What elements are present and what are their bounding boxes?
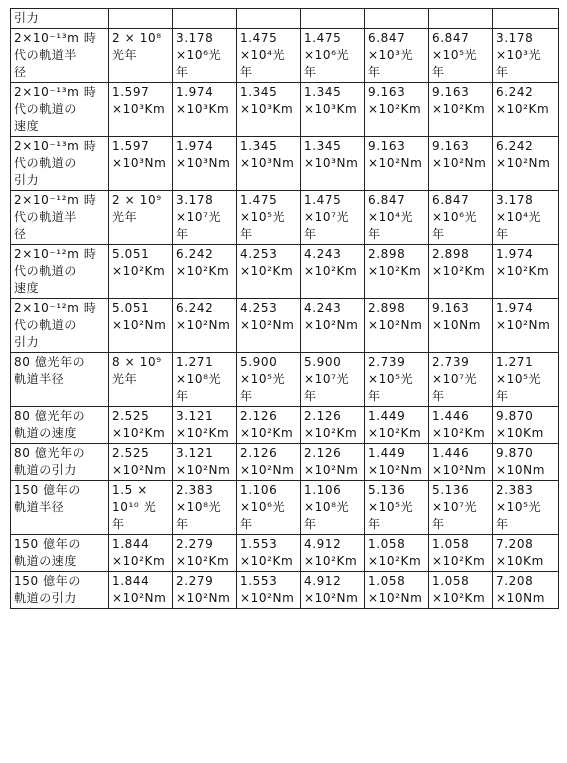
table-row [11, 299, 559, 353]
value-cell: 2.898 ×10²Nm [365, 299, 429, 353]
empty-cell [301, 9, 365, 29]
value-cell: 1.475 ×10⁵光 年 [237, 191, 301, 245]
table-row [11, 444, 559, 481]
value-cell: 5.051 ×10²Km [109, 245, 173, 299]
value-cell: 3.178 ×10⁶光 年 [173, 29, 237, 83]
value-cell: 1.058 ×10²Km [365, 535, 429, 572]
table-row [11, 191, 559, 245]
table-row [11, 29, 559, 83]
value-cell: 6.847 ×10⁴光 年 [365, 191, 429, 245]
value-cell: 3.121 ×10²Nm [173, 444, 237, 481]
value-cell: 2.126 ×10²Km [237, 407, 301, 444]
value-cell: 1.271 ×10⁵光 年 [493, 353, 559, 407]
value-cell: 1.345 ×10³Km [237, 83, 301, 137]
value-cell: 1.345 ×10³Nm [301, 137, 365, 191]
row-header-cell: 2×10⁻¹³m 時 代の軌道半 径 [11, 29, 109, 83]
empty-cell [109, 9, 173, 29]
value-cell: 1.345 ×10³Nm [237, 137, 301, 191]
table-row-top [11, 9, 559, 29]
table-row [11, 137, 559, 191]
data-table [10, 8, 559, 609]
value-cell: 1.844 ×10²Nm [109, 572, 173, 609]
table-row [11, 83, 559, 137]
empty-cell [173, 9, 237, 29]
value-cell: 9.163 ×10Nm [429, 299, 493, 353]
value-cell: 2.898 ×10²Km [365, 245, 429, 299]
value-cell: 1.597 ×10³Nm [109, 137, 173, 191]
value-cell: 6.242 ×10²Km [173, 245, 237, 299]
value-cell: 2.739 ×10⁷光 年 [429, 353, 493, 407]
value-cell: 1.974 ×10³Km [173, 83, 237, 137]
value-cell: 1.597 ×10³Km [109, 83, 173, 137]
value-cell: 2.898 ×10²Km [429, 245, 493, 299]
table-row [11, 245, 559, 299]
empty-cell [429, 9, 493, 29]
table-row [11, 535, 559, 572]
value-cell: 6.242 ×10²Km [493, 83, 559, 137]
value-cell: 1.475 ×10⁷光 年 [301, 191, 365, 245]
value-cell: 1.106 ×10⁶光 年 [237, 481, 301, 535]
value-cell: 8 × 10⁹ 光年 [109, 353, 173, 407]
value-cell: 1.553 ×10²Km [237, 535, 301, 572]
value-cell: 2.383 ×10⁸光 年 [173, 481, 237, 535]
value-cell: 1.475 ×10⁶光 年 [301, 29, 365, 83]
value-cell: 6.847 ×10³光 年 [365, 29, 429, 83]
value-cell: 4.253 ×10²Nm [237, 299, 301, 353]
value-cell: 6.847 ×10⁵光 年 [429, 29, 493, 83]
value-cell: 1.271 ×10⁸光 年 [173, 353, 237, 407]
value-cell: 4.253 ×10²Km [237, 245, 301, 299]
value-cell: 6.242 ×10²Nm [493, 137, 559, 191]
value-cell: 2.525 ×10²Nm [109, 444, 173, 481]
value-cell: 1.058 ×10²Km [429, 572, 493, 609]
value-cell: 9.163 ×10²Nm [429, 137, 493, 191]
value-cell: 2.383 ×10⁵光 年 [493, 481, 559, 535]
value-cell: 2.126 ×10²Km [301, 407, 365, 444]
value-cell: 6.847 ×10⁶光 年 [429, 191, 493, 245]
table-row [11, 572, 559, 609]
top-label-cell: 引力 [11, 9, 109, 29]
value-cell: 5.900 ×10⁷光 年 [301, 353, 365, 407]
value-cell: 1.449 ×10²Nm [365, 444, 429, 481]
value-cell: 1.106 ×10⁸光 年 [301, 481, 365, 535]
value-cell: 1.5 × 10¹⁰ 光 年 [109, 481, 173, 535]
value-cell: 2.279 ×10²Km [173, 535, 237, 572]
value-cell: 2 × 10⁸ 光年 [109, 29, 173, 83]
value-cell: 4.912 ×10²Nm [301, 572, 365, 609]
row-header-cell: 2×10⁻¹²m 時 代の軌道半 径 [11, 191, 109, 245]
value-cell: 2 × 10⁹ 光年 [109, 191, 173, 245]
row-header-cell: 2×10⁻¹³m 時 代の軌道の 速度 [11, 83, 109, 137]
value-cell: 1.449 ×10²Km [365, 407, 429, 444]
value-cell: 9.163 ×10²Nm [365, 137, 429, 191]
value-cell: 1.058 ×10²Nm [365, 572, 429, 609]
value-cell: 1.446 ×10²Nm [429, 444, 493, 481]
value-cell: 1.844 ×10²Km [109, 535, 173, 572]
value-cell: 4.912 ×10²Km [301, 535, 365, 572]
table-row [11, 407, 559, 444]
value-cell: 5.136 ×10⁷光 年 [429, 481, 493, 535]
value-cell: 5.051 ×10²Nm [109, 299, 173, 353]
empty-cell [237, 9, 301, 29]
row-header-cell: 2×10⁻¹²m 時 代の軌道の 速度 [11, 245, 109, 299]
value-cell: 1.553 ×10²Nm [237, 572, 301, 609]
value-cell: 1.475 ×10⁴光 年 [237, 29, 301, 83]
row-header-cell: 80 億光年の 軌道の引力 [11, 444, 109, 481]
row-header-cell: 150 億年の 軌道の速度 [11, 535, 109, 572]
value-cell: 3.121 ×10²Km [173, 407, 237, 444]
value-cell: 3.178 ×10⁷光 年 [173, 191, 237, 245]
value-cell: 4.243 ×10²Km [301, 245, 365, 299]
value-cell: 2.525 ×10²Km [109, 407, 173, 444]
value-cell: 1.974 ×10²Km [493, 245, 559, 299]
empty-cell [365, 9, 429, 29]
data-table-container [10, 8, 558, 609]
value-cell: 9.163 ×10²Km [365, 83, 429, 137]
value-cell: 3.178 ×10³光 年 [493, 29, 559, 83]
value-cell: 1.974 ×10²Nm [493, 299, 559, 353]
value-cell: 1.345 ×10³Km [301, 83, 365, 137]
value-cell: 2.739 ×10⁵光 年 [365, 353, 429, 407]
table-row [11, 481, 559, 535]
row-header-cell: 150 億年の 軌道の引力 [11, 572, 109, 609]
value-cell: 5.900 ×10⁵光 年 [237, 353, 301, 407]
row-header-cell: 2×10⁻¹³m 時 代の軌道の 引力 [11, 137, 109, 191]
value-cell: 9.870 ×10Km [493, 407, 559, 444]
value-cell: 7.208 ×10Nm [493, 572, 559, 609]
value-cell: 2.126 ×10²Nm [301, 444, 365, 481]
table-row [11, 353, 559, 407]
value-cell: 4.243 ×10²Nm [301, 299, 365, 353]
value-cell: 9.163 ×10²Km [429, 83, 493, 137]
value-cell: 9.870 ×10Nm [493, 444, 559, 481]
row-header-cell: 80 億光年の 軌道半径 [11, 353, 109, 407]
value-cell: 7.208 ×10Km [493, 535, 559, 572]
value-cell: 1.058 ×10²Km [429, 535, 493, 572]
row-header-cell: 80 億光年の 軌道の速度 [11, 407, 109, 444]
value-cell: 6.242 ×10²Nm [173, 299, 237, 353]
empty-cell [493, 9, 559, 29]
value-cell: 2.126 ×10²Nm [237, 444, 301, 481]
value-cell: 3.178 ×10⁴光 年 [493, 191, 559, 245]
row-header-cell: 150 億年の 軌道半径 [11, 481, 109, 535]
value-cell: 1.974 ×10³Nm [173, 137, 237, 191]
value-cell: 2.279 ×10²Nm [173, 572, 237, 609]
row-header-cell: 2×10⁻¹²m 時 代の軌道の 引力 [11, 299, 109, 353]
value-cell: 1.446 ×10²Km [429, 407, 493, 444]
value-cell: 5.136 ×10⁵光 年 [365, 481, 429, 535]
